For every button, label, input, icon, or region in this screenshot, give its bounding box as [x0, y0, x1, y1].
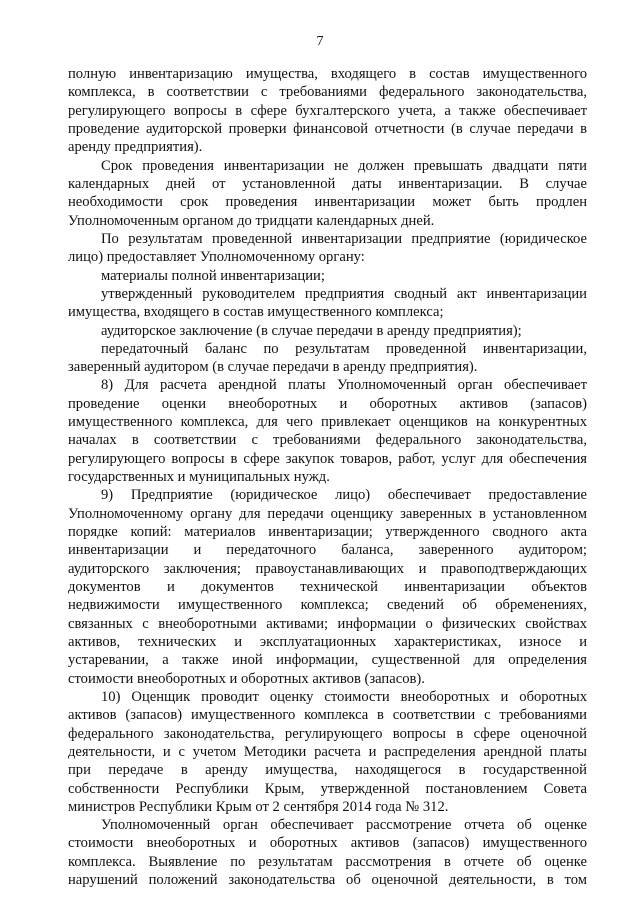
text-line: активов (запасов) имущественного комплекса в соответствии с требованиями — [68, 707, 587, 724]
text-line: проведение аудиторской проверки финансовой отчетности (в случае передачи в — [68, 121, 587, 137]
text-line: 10) Оценщик проводит оценку стоимости внеоборотных и оборотных — [101, 688, 587, 705]
text-line: утвержденный руководителем предприятия сводный акт инвентаризации — [101, 285, 587, 302]
text-line: порядке копий: материалов инвентаризации; утвержденного сводного акта — [68, 524, 587, 540]
text-line: аренду предприятия). — [68, 139, 203, 156]
text-line: 8) Для расчета арендной платы Уполномоченный орган обеспечивает — [101, 377, 587, 394]
text-line: По результатам проведенной инвентаризации предприятие (юридическое — [101, 230, 587, 247]
text-line: 9) Предприятие (юридическое лицо) обеспечивает предоставление — [101, 487, 587, 504]
text-line: необходимости срок проведения инвентаризации может быть продлен — [68, 194, 587, 211]
text-line: при передаче в аренду имущества, находящегося в государственной — [68, 762, 587, 779]
text-line: инвентаризации и передаточного баланса, заверенного аудитором; — [68, 542, 587, 559]
text-line: имущества, входящего в состав имущественного комплекса; — [68, 304, 444, 321]
text-line: комплекса. Выявление по результатам рассмотрения в отчете об оценке — [68, 853, 587, 870]
text-line: материалы полной инвентаризации; — [101, 267, 325, 284]
text-line: недвижимости имущественного комплекса; сведений об обременениях, — [68, 597, 587, 614]
text-line: полную инвентаризацию имущества, входящего в состав имущественного — [68, 66, 587, 82]
text-line: лицо) предоставляет Уполномоченному органу: — [68, 249, 365, 266]
text-line: аудиторского заключения; правоустанавливающих и правоподтверждающих — [68, 560, 587, 577]
text-line: деятельности, и с учетом Методики расчета и распределения арендной платы — [68, 743, 587, 760]
page-number: 7 — [316, 34, 324, 49]
text-line: государственных и муниципальных нужд. — [68, 469, 330, 485]
text-line: календарных дней от установленной даты инвентаризации. В случае — [68, 175, 587, 192]
text-line: аудиторское заключение (в случае передачи в аренду предприятия); — [101, 322, 522, 339]
text-line: началах в соответствии с требованиями федерального законодательства, — [68, 432, 587, 449]
text-line: собственности Республики Крым, утвержденной постановлением Совета — [68, 780, 587, 797]
text-line: устаревании, а также иной информации, существенной для определения — [68, 652, 587, 669]
text-line: документов и документов технической инвентаризации объектов — [68, 579, 587, 595]
text-line: связанных с внеоборотными активами; информации о физических свойствах — [68, 615, 587, 632]
text-line: министров Республики Крым от 2 сентября 2014 года № 312. — [68, 798, 449, 815]
text-line: активов, технических и эксплуатационных характеристиках, износе и — [68, 633, 587, 650]
text-line: Уполномоченным органом до тридцати календарных дней. — [68, 212, 435, 229]
text-line: федерального законодательства, регулирующего вопросы в сфере оценочной — [68, 725, 587, 742]
text-line: Уполномоченному органу для передачи оценщику заверенных в установленном — [68, 505, 587, 522]
text-line: стоимости внеоборотных и оборотных активов (запасов) имущественного — [68, 835, 587, 852]
text-line: Уполномоченный орган обеспечивает рассмотрение отчета об оценке — [101, 817, 587, 834]
text-line: регулирующего вопросы в сфере бухгалтерского учета, а также обеспечивает — [68, 102, 587, 119]
text-line: комплекса, в соответствии с требованиями федерального законодательства, — [68, 84, 587, 101]
text-line: нарушений положений законодательства об оценочной деятельности, в том — [68, 872, 587, 889]
text-line: заверенный аудитором (в случае передачи в аренду предприятия). — [68, 359, 478, 376]
text-line: стоимости внеоборотных и оборотных активов (запасов). — [68, 670, 425, 687]
text-line: имущественного комплекса, для чего привлекает оценщиков на конкурентных — [68, 414, 587, 431]
text-line: регулирующего вопросы в сфере закупок товаров, работ, услуг для обеспечения — [68, 450, 587, 467]
text-line: передаточный баланс по результатам проведенной инвентаризации, — [101, 340, 587, 357]
text-line: Срок проведения инвентаризации не должен превышать двадцати пяти — [101, 157, 587, 174]
text-line: проведение оценки внеоборотных и оборотных активов (запасов) — [68, 395, 587, 412]
